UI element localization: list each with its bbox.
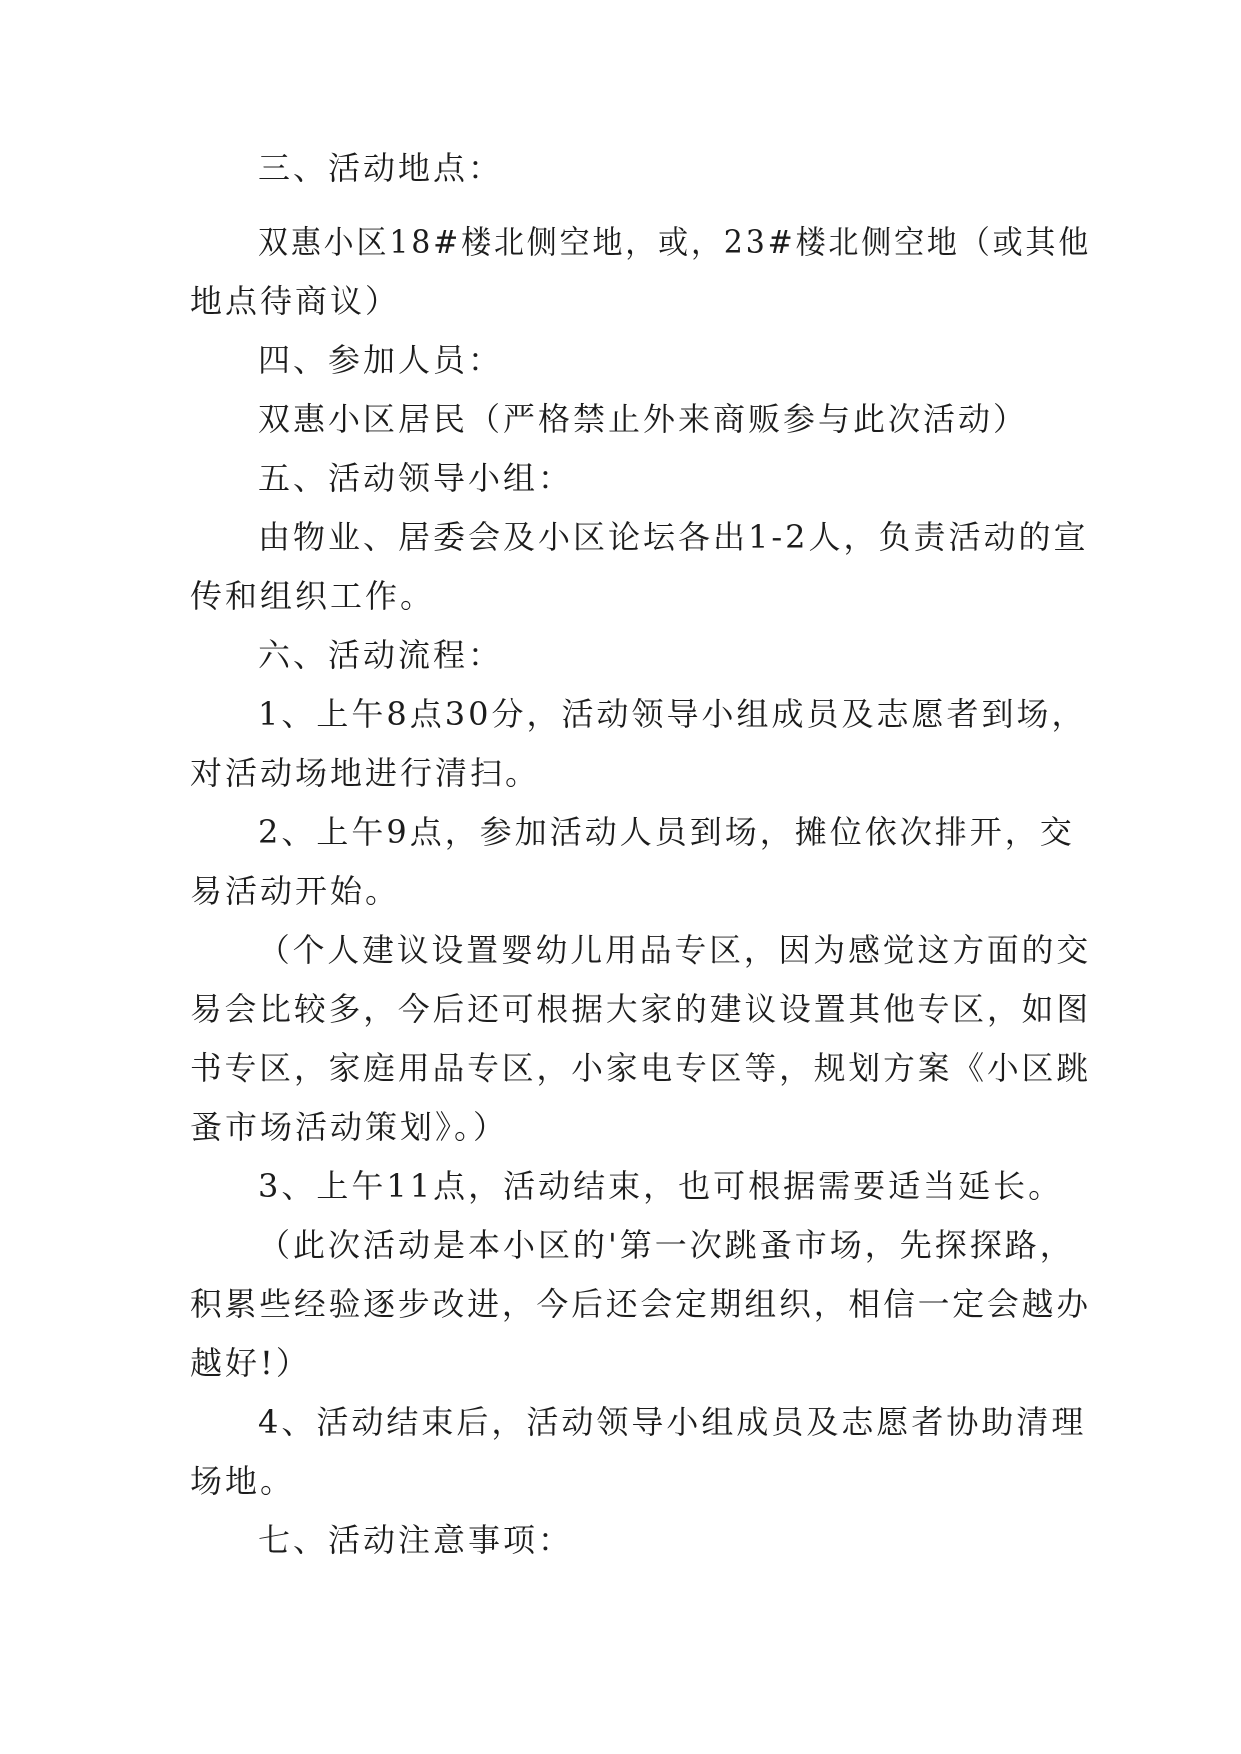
section-heading-process: 六、活动流程： [258, 636, 504, 674]
paragraph-line: 4、活动结束后，活动领导小组成员及志愿者协助清理 [258, 1403, 1087, 1441]
paragraph-line: 3、上午11点，活动结束，也可根据需要适当延长。 [258, 1167, 1064, 1205]
paragraph-line: 对活动场地进行清扫。 [190, 754, 541, 792]
paragraph-line: 越好!） [190, 1344, 311, 1382]
paragraph-line: 2、上午9点，参加活动人员到场，摊位依次排开，交 [258, 813, 1075, 851]
paragraph-line: 由物业、居委会及小区论坛各出1-2人，负责活动的宣 [258, 518, 1089, 556]
paragraph-line: （个人建议设置婴幼儿用品专区，因为感觉这方面的交 [258, 931, 1092, 969]
paragraph-line: 双惠小区18#楼北侧空地，或，23#楼北侧空地（或其他 [258, 223, 1092, 261]
paragraph-line: 场地。 [190, 1462, 296, 1500]
section-heading-participants: 四、参加人员： [258, 341, 504, 379]
paragraph-line: 蚤市场活动策划》。） [190, 1108, 509, 1146]
section-heading-location: 三、活动地点： [258, 149, 504, 187]
paragraph-line: 易会比较多，今后还可根据大家的建议设置其他专区，如图 [190, 990, 1092, 1028]
paragraph-line: 书专区，家庭用品专区，小家电专区等，规划方案《小区跳 [190, 1049, 1092, 1087]
paragraph-line: 地点待商议） [190, 282, 401, 320]
paragraph-line: 双惠小区居民（严格禁止外来商贩参与此次活动） [258, 400, 1029, 438]
paragraph-line: 传和组织工作。 [190, 577, 436, 615]
paragraph-line: 积累些经验逐步改进，今后还会定期组织，相信一定会越办 [190, 1285, 1092, 1323]
paragraph-line: 易活动开始。 [190, 872, 401, 910]
section-heading-leadership: 五、活动领导小组： [258, 459, 574, 497]
section-heading-notes: 七、活动注意事项： [258, 1521, 574, 1559]
paragraph-line: 1、上午8点30分，活动领导小组成员及志愿者到场， [258, 695, 1087, 733]
paragraph-line: （此次活动是本小区的'第一次跳蚤市场，先探探路， [258, 1226, 1075, 1264]
